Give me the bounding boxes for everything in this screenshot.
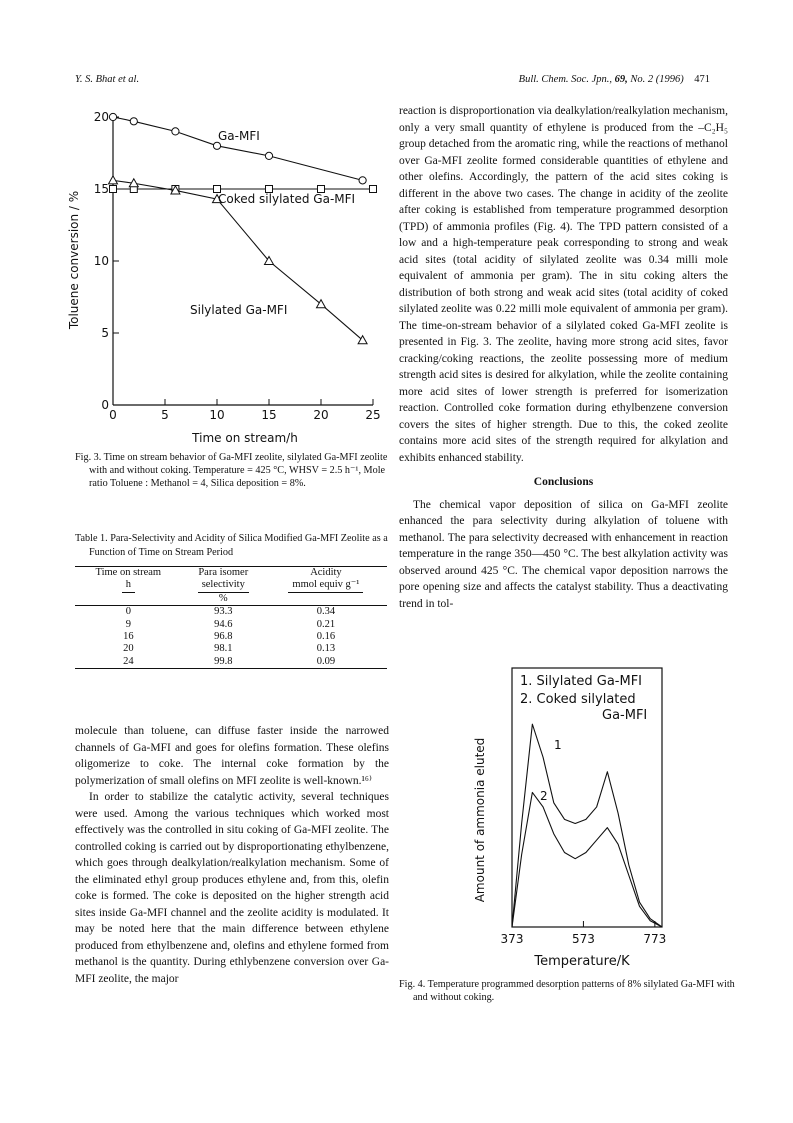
fig4-x-tick-label: 373	[500, 932, 524, 946]
journal-issue: No. 2 (1996)	[630, 74, 684, 85]
table-header-acidity: Acidity	[265, 567, 387, 580]
fig4-series-line	[512, 792, 662, 927]
fig3-caption: Fig. 3. Time on stream behavior of Ga-MFI zeolite, silylated Ga-MFI zeolite with and without coking. Temperature = 425 °C, WHSV = 2.5 h⁻¹, Mole ratio Toluene : Methanol = 4, Silica deposition = 8%.	[75, 452, 388, 490]
journal-volume: 69,	[614, 74, 628, 85]
section-heading-conclusions: Conclusions	[533, 476, 594, 488]
table1-caption: Table 1. Para-Selectivity and Acidity of Silica Modified Ga-MFI Zeolite as a Function of Time on Stream Period	[75, 533, 388, 558]
fig3-point-circle	[130, 118, 137, 125]
table-row	[75, 643, 387, 655]
table-unit-acidity: mmol equiv g⁻¹	[288, 579, 363, 592]
fig3-x-tick-label: 0	[109, 408, 117, 422]
fig4-x-tick-label: 573	[571, 932, 595, 946]
fig4-ylabel: Amount of ammonia eluted	[473, 737, 487, 903]
fig3-point-square	[370, 186, 377, 193]
fig3-label-coked: Coked silylated Ga-MFI	[218, 192, 356, 206]
fig3-x-tick-label: 20	[313, 408, 329, 422]
fig3-series-line	[113, 117, 363, 180]
paragraph: The chemical vapor deposition of silica on Ga-MFI zeolite enhanced the para selectivity during alkylation of toluene with methanol. The para selectivity decreased with enhancement in reaction temperature in the range 350—450 °C. The best alkylation activity was observed around 425 °C. The chemical vapor deposition narrows the pore opening size and affects the catalyst stability. Thus a deactivating trend in tol-	[399, 498, 728, 610]
fig4-legend-1: 1. Silylated Ga-MFI	[520, 674, 643, 689]
fig3-x-tick-label: 15	[261, 408, 277, 422]
journal-name: Bull. Chem. Soc. Jpn.,	[518, 74, 612, 85]
fig3-point-circle	[265, 152, 272, 159]
fig3-axes	[94, 110, 381, 422]
fig3-point-circle	[213, 142, 220, 149]
table-cell-time: 9	[125, 618, 131, 630]
paragraph: molecule than toluene, can diffuse faster inside the narrowed channels of Ga-MFI and goes for olefins formation. These olefins oligomerize to coke. The internal coke formation by the polymerization of small olefins on MFI zeolite is well-known.¹⁶⁾	[75, 725, 389, 787]
table-cell-selectivity: 93.3	[214, 606, 233, 618]
table-unit-h: h	[122, 579, 135, 592]
table-header-selectivity: selectivity	[198, 579, 249, 592]
table-cell-acidity: 0.34	[316, 606, 336, 618]
table-cell-acidity: 0.13	[316, 643, 336, 655]
table-header-row	[75, 579, 387, 592]
fig3-ylabel: Toluene conversion / %	[67, 190, 81, 330]
fig3-label-gamfi: Ga-MFI	[218, 129, 260, 143]
fig3-point-circle	[359, 177, 366, 184]
fig3-point-square	[110, 186, 117, 193]
table-row	[75, 631, 387, 643]
table-row	[75, 619, 387, 631]
table-cell-selectivity: 94.6	[214, 618, 233, 630]
fig3-x-tick-label: 25	[365, 408, 381, 422]
fig4-xlabel: Temperature/K	[534, 954, 630, 969]
table-header-row	[75, 593, 387, 606]
fig4-series-line	[512, 724, 662, 927]
table-cell-time: 16	[123, 631, 134, 643]
fig3-y-tick-label: 5	[101, 326, 109, 340]
fig4-legend-2-cont: Ga-MFI	[602, 708, 648, 723]
fig3-chart	[60, 100, 390, 445]
fig4-curve-label-2: 2	[540, 789, 548, 803]
fig3-xlabel: Time on stream/h	[192, 431, 298, 445]
table-unit-percent: %	[182, 593, 265, 606]
table1	[75, 566, 387, 669]
table-row	[75, 606, 387, 619]
table-header-para: Para isomer	[182, 567, 265, 580]
fig4-series	[512, 724, 662, 927]
paragraph: reaction is disproportionation via dealkylation/realkylation mechanism, only a very small quantity of ethylene is produced from the –C₂H₅ group detached from the aromatic ring, while the reactions of methanol over Ga-MFI zeolite formed considerable quantities of ethylene and other olefins. Accordingly, the pattern of the acid sites coking is different in the above two cases. The change in acidity of the zeolite after coking is established from temperature programmed desorption (TPD) of ammonia profiles (Fig. 4). The TPD pattern consisted of a low and a high-temperature peak corresponding to strong and weak acid sites (total acidity of silylated zeolite was 0.34 milli mole equivalent of ammonia per gram). The in situ coking alters the distribution of both strong and weak acid sites (total acidity of coked silylated zeolite was 0.22 milli mole equivalent of ammonia per gram). The time-on-stream behavior of a silylated coked Ga-MFI zeolite is presented in Fig. 3. The zeolite, having more strong acid sites, favor cracking/coking reactions, the zeolite possessing more of medium strength acid sites is desired for alkylation, while the zeolite containing more acid sites of lower strength is preferred for isomerization reaction. Controlled coke formation during ethylbenzene conversion covers the sites of higher strength. Due to this, the coked zeolite contains more acid sites of the strength required for alkylation and exhibits enhanced stability.	[399, 105, 728, 464]
paragraph: In order to stabilize the catalytic activity, several techniques were used. Among the various techniques which worked most effectively was the controlled in situ coking of Ga-MFI zeolite. The controlled coking is carried out by disproportionating ethylbenzene, which goes through dealkylation/realkylation mechanism. Some of the eliminated ethyl group produces ethylene and, from this, olefin coke is formed. The coke is deposited on the higher strength acid sites inside Ga-MFI channel and the zeolite acidity is modulated. It may be noted here that the main difference between ethylene produced from ethylbenzene and, olefins and ethylene formed from methanol is the quantity. During ethlybenzene conversion over Ga-MFI zeolite, the major	[75, 791, 389, 985]
fig4-x-tick-label: 773	[643, 932, 667, 946]
fig3-point-circle	[109, 113, 116, 120]
fig4-legend-2: 2. Coked silylated	[520, 692, 636, 707]
table-row	[75, 656, 387, 669]
table-cell-selectivity: 96.8	[214, 631, 233, 643]
fig3-x-tick-label: 10	[209, 408, 225, 422]
table-cell-time: 24	[75, 656, 182, 669]
table-cell-acidity: 0.09	[265, 656, 387, 669]
table-cell-time: 20	[123, 643, 134, 655]
table-cell-acidity: 0.16	[316, 631, 336, 643]
fig4-curve-label-1: 1	[554, 738, 562, 752]
page-number: 471	[694, 74, 710, 85]
table-cell-selectivity: 98.1	[214, 643, 233, 655]
fig4-caption: Fig. 4. Temperature programmed desorption patterns of 8% silylated Ga-MFI with and without coking.	[399, 979, 735, 1004]
fig3-y-tick-label: 20	[93, 110, 109, 124]
fig3-label-silylated: Silylated Ga-MFI	[190, 303, 288, 317]
fig3-y-tick-label: 15	[93, 182, 109, 196]
fig3-point-circle	[172, 128, 179, 135]
table-header-row	[75, 567, 387, 580]
fig3-y-tick-label: 0	[101, 398, 109, 412]
fig3-x-tick-label: 5	[161, 408, 169, 422]
table-cell-time: 0	[125, 606, 131, 618]
table-cell-acidity: 0.21	[316, 618, 336, 630]
fig3-y-tick-label: 10	[93, 254, 109, 268]
right-column-text	[399, 103, 728, 612]
fig4-chart	[470, 660, 670, 970]
table-header-time: Time on stream	[75, 567, 182, 580]
running-header-journal	[519, 74, 710, 85]
fig3-point-triangle	[109, 176, 118, 184]
left-column-text	[75, 723, 389, 987]
table-cell-selectivity: 99.8	[182, 656, 265, 669]
running-header-authors: Y. S. Bhat et al.	[75, 74, 140, 85]
